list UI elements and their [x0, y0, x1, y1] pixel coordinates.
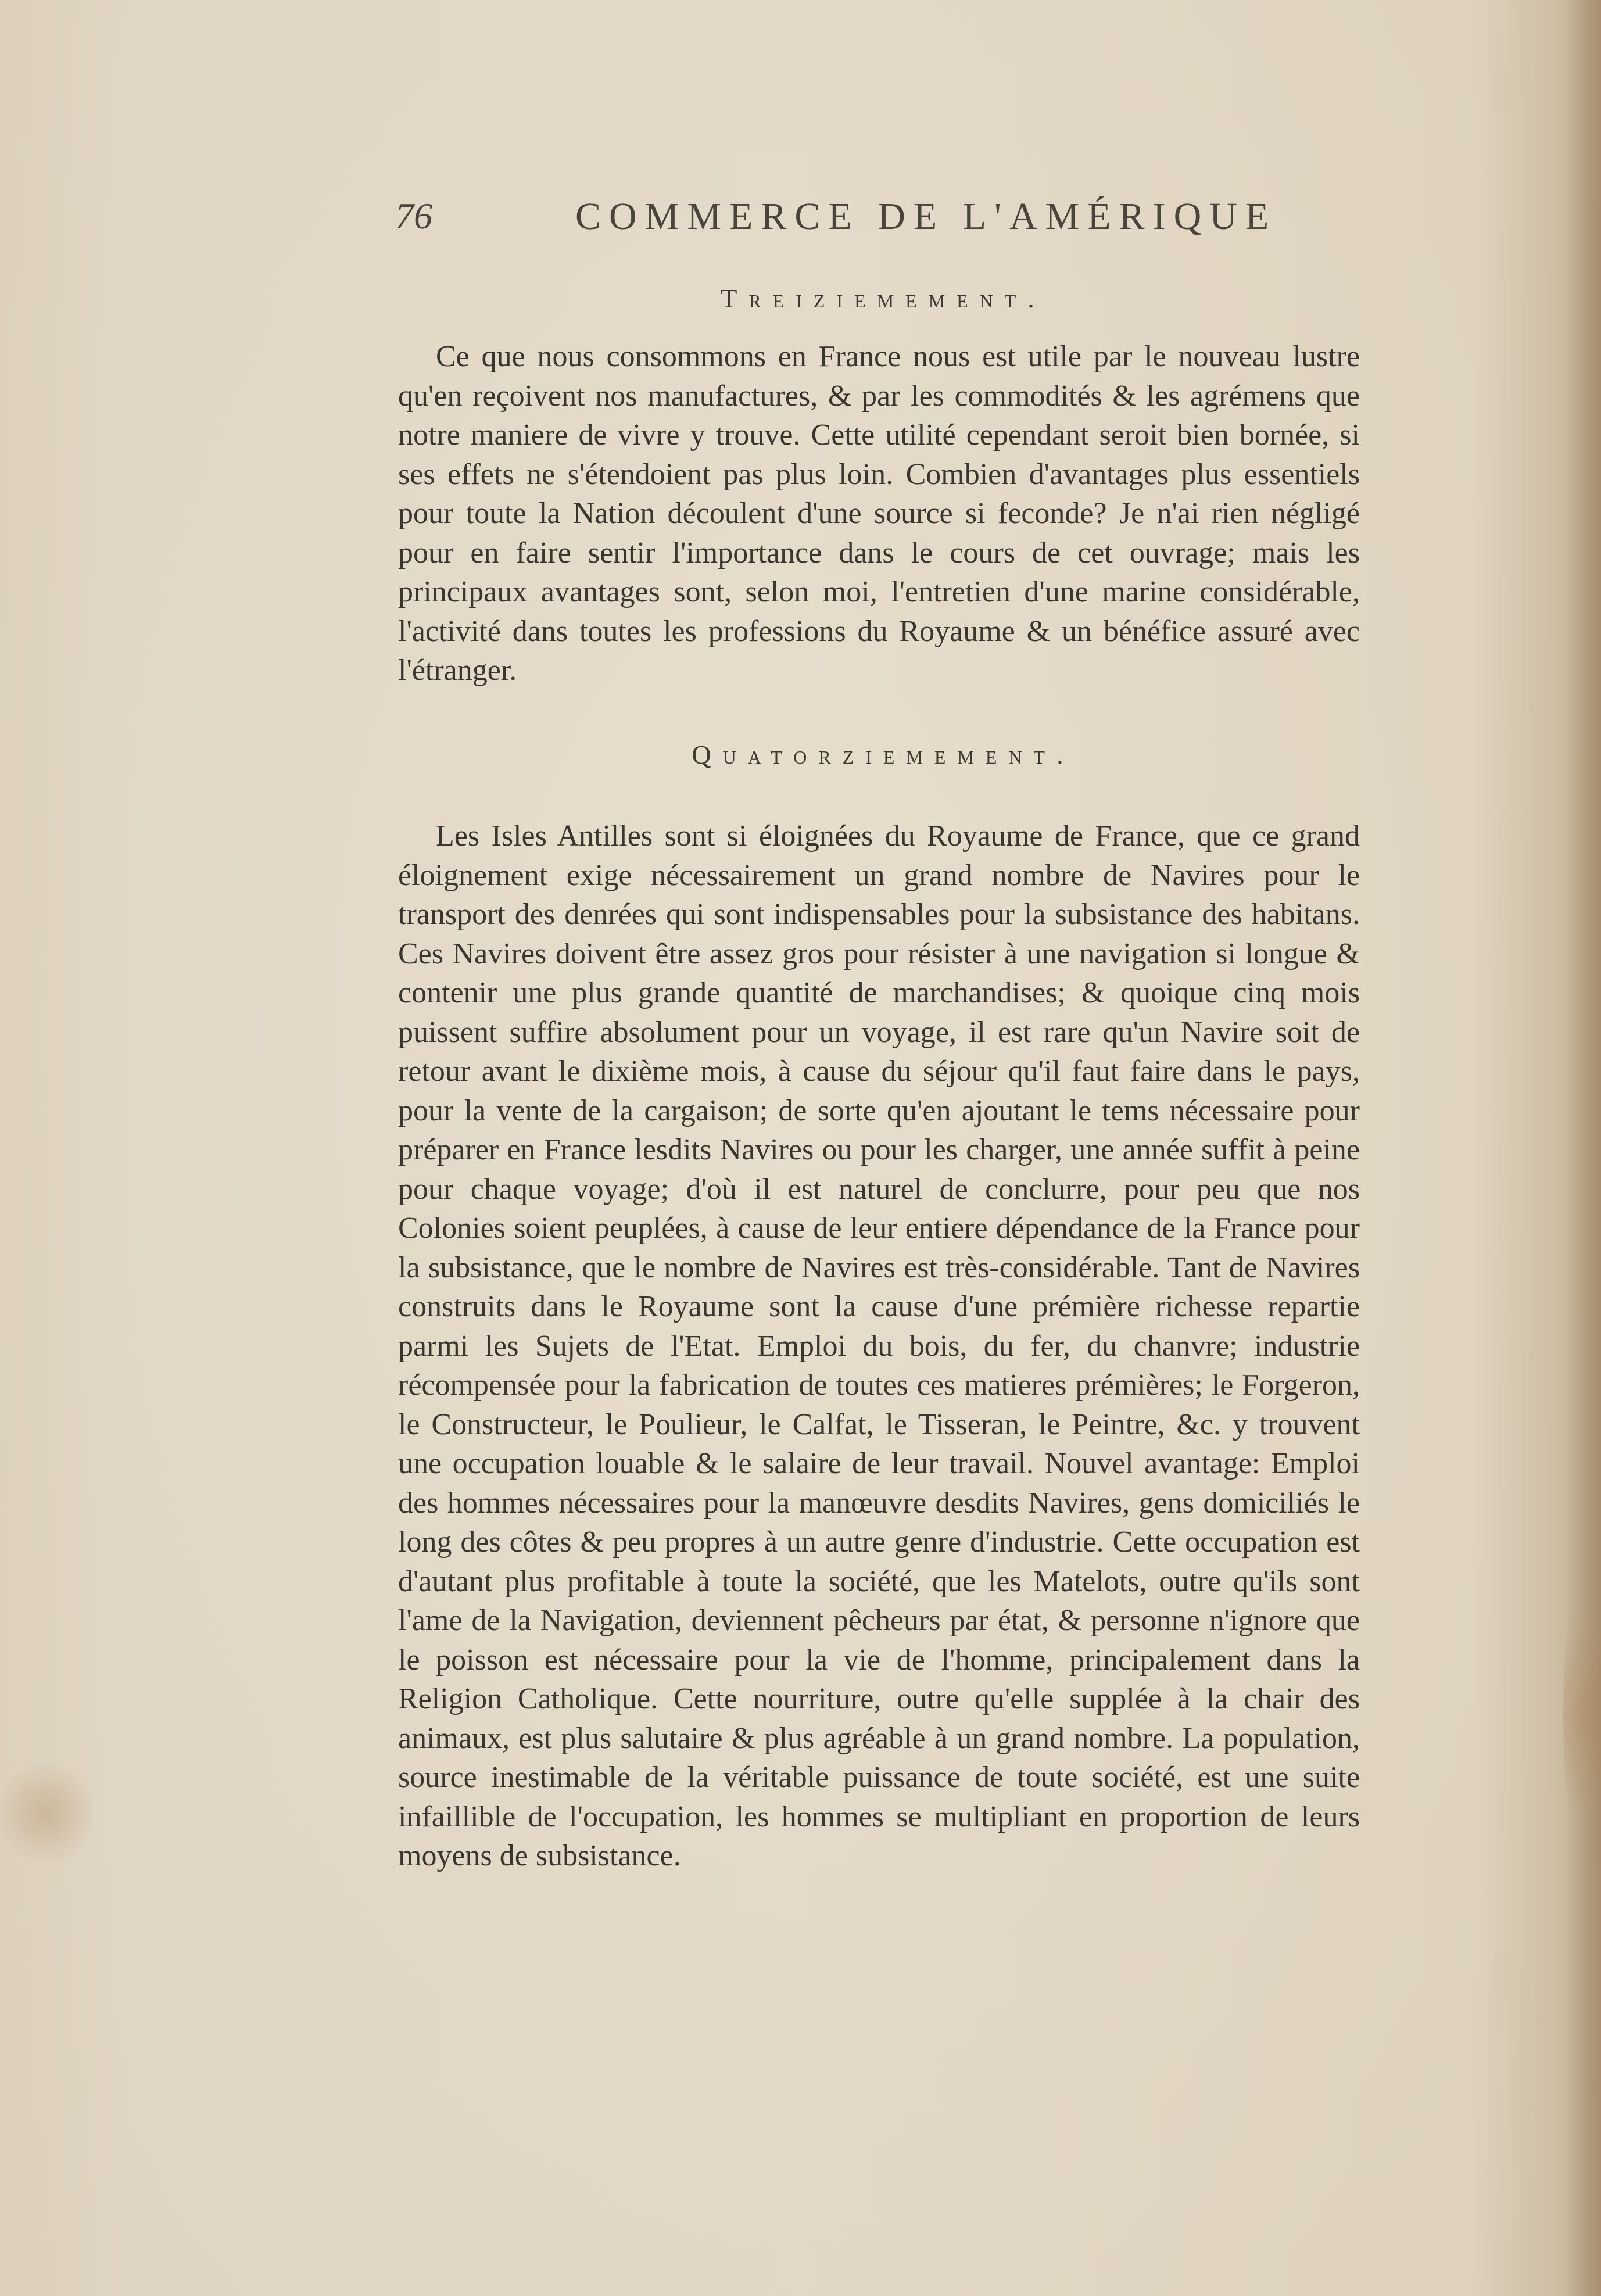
paper-stain [0, 1755, 93, 1871]
page-header [395, 195, 1371, 259]
paragraph-text: Les Isles Antilles sont si éloignées du Royaume de France, que ce grand éloignement exige nécessairement un grand nombre de Navires pour le transport des denrées qui sont indispensables pour la subsistance des habitans. Ces Navires doivent être assez gros pour résister à une navigation si longue & contenir une plus grande quantité de marchandises; & quoique cinq mois puissent suffire absolument pour un voyage, il est rare qu'un Navire soit de retour avant le dixième mois, à cause du séjour qu'il faut faire dans le pays, pour la vente de la cargaison; de sorte qu'en ajoutant le tems nécessaire pour préparer en France lesdits Navires ou pour les charger, une année suffit à peine pour chaque voyage; d'où il est naturel de conclurre, pour peu que nos Colonies soient peuplées, à cause de leur entiere dépendance de la France pour la subsistance, que le nombre de Navires est très-considérable. Tant de Navires construits dans le Royaume sont la cause d'une prémière richesse repartie parmi les Sujets de l'Etat. Emploi du bois, du fer, du chanvre; industrie récompensée pour la fabrication de toutes ces matieres prémières; le Forgeron, le Constructeur, le Poulieur, le Calfat, le Tisseran, le Peintre, &c. y trouvent une occupation louable & le salaire de leur travail. Nouvel avantage: Emploi des hommes nécessaires pour la manœuvre desdits Navires, gens domiciliés le long des côtes & peu propres à un autre genre d'industrie. Cette occupation est d'autant plus profitable à toute la société, que les Matelots, outre qu'ils sont l'ame de la Navigation, deviennent pêcheurs par état, & personne n'ignore que le poisson est nécessaire pour la vie de l'homme, principalement dans la Religion Catholique. Cette nourriture, outre qu'elle supplée à la chair des animaux, est plus salutaire & plus agréable à un grand nombre. La population, source inestimable de la véritable puissance de toute société, est une suite infaillible de l'occupation, les hommes se multipliant en proportion de leurs moyens de subsistance. [398, 819, 1360, 1872]
page-edge-shadow [1566, 0, 1601, 2296]
section-heading-treiziemement: Treiziemement. [721, 284, 1046, 313]
running-title: COMMERCE DE L'AMÉRIQUE [575, 195, 1277, 238]
paper-stain [1563, 1569, 1601, 1860]
section-heading-quatorziemement: Quatorziemement. [692, 740, 1075, 769]
paragraph-text: Ce que nous consommons en France nous est utile par le nouveau lustre qu'en reçoivent nos manufactures, & par les commodités & les agrémens que notre maniere de vivre y trouve. Cette utilité cependant seroit bien bornée, si ses effets ne s'étendoient pas plus loin. Combien d'avantages plus essentiels pour toute la Nation découlent d'une source si feconde? Je n'ai rien négligé pour en faire sentir l'importance dans le cours de cet ouvrage; mais les principaux avantages sont, selon moi, l'entretien d'une marine considérable, l'activité dans toutes les professions du Royaume & un bénéfice assuré avec l'étranger. [398, 340, 1360, 687]
paragraph-quatorziemement [398, 816, 1360, 1876]
paragraph-treiziemement [398, 337, 1360, 690]
page-number: 76 [395, 195, 432, 237]
